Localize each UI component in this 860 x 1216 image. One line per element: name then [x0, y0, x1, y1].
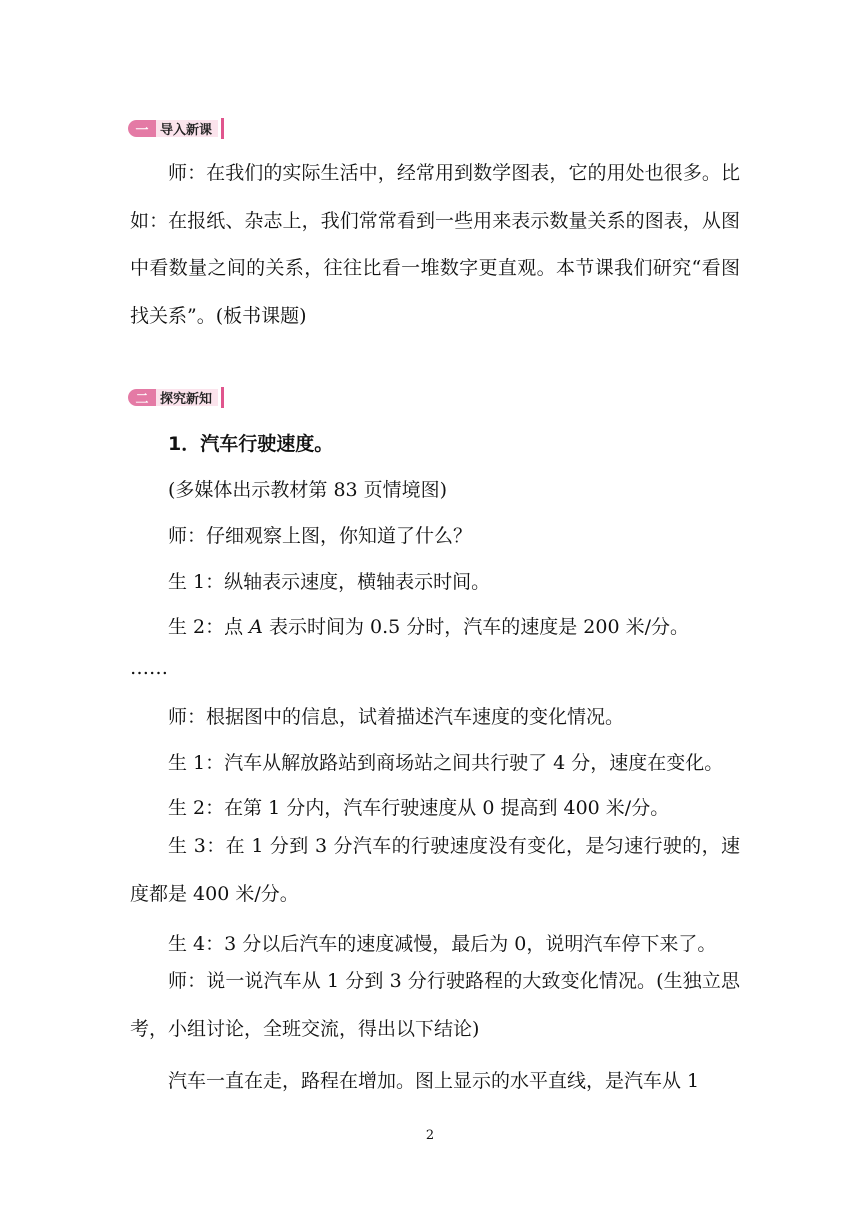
text-paragraph: 师：说一说汽车从 1 分到 3 分行驶路程的大致变化情况。(生独立思考，小组讨论，全班交流，得出以下结论) [130, 970, 740, 1040]
text-line: 师：根据图中的信息，试着描述汽车速度的变化情况。 [168, 706, 625, 728]
section-title: 探究新知 [156, 389, 218, 406]
text-line: 师：仔细观察上图，你知道了什么？ [168, 525, 473, 547]
tag-divider [221, 387, 224, 408]
text-line: 生 1：汽车从解放路站到商场站之间共行驶了 4 分，速度在变化。 [168, 752, 724, 774]
section-tag-explore [128, 387, 224, 408]
page-number: 2 [425, 1128, 435, 1143]
section-number: 一 [128, 120, 156, 137]
section-tag-intro [128, 118, 224, 139]
text-line: 生 4：3 分以后汽车的速度减慢，最后为 0，说明汽车停下来了。 [168, 933, 717, 955]
text-line-point-a: 生 2：点 A 表示时间为 0.5 分时，汽车的速度是 200 米/分。 [168, 616, 689, 638]
text-line: 生 1：纵轴表示速度，横轴表示时间。 [168, 571, 491, 593]
tag-divider [221, 118, 224, 139]
ellipsis: …… [130, 657, 168, 679]
section-title: 导入新课 [156, 120, 218, 137]
text-line: 生 2：在第 1 分内，汽车行驶速度从 0 提高到 400 米/分。 [168, 797, 670, 819]
text-line: 汽车一直在走，路程在增加。图上显示的水平直线，是汽车从 1 [168, 1070, 700, 1092]
text-line: (多媒体出示教材第 83 页情境图) [168, 479, 448, 501]
text-paragraph: 生 3：在 1 分到 3 分汽车的行驶速度没有变化，是匀速行驶的，速度都是 400 米/分。 [130, 835, 740, 905]
subheading: 1．汽车行驶速度。 [168, 433, 334, 455]
section-number: 二 [128, 389, 156, 406]
intro-paragraph: 师：在我们的实际生活中，经常用到数学图表，它的用处也很多。比如：在报纸、杂志上，我们常常看到一些用来表示数量关系的图表，从图中看数量之间的关系，往往比看一堆数字更直观。本节课我们研究“看图找关系”。(板书课题) [130, 162, 740, 327]
